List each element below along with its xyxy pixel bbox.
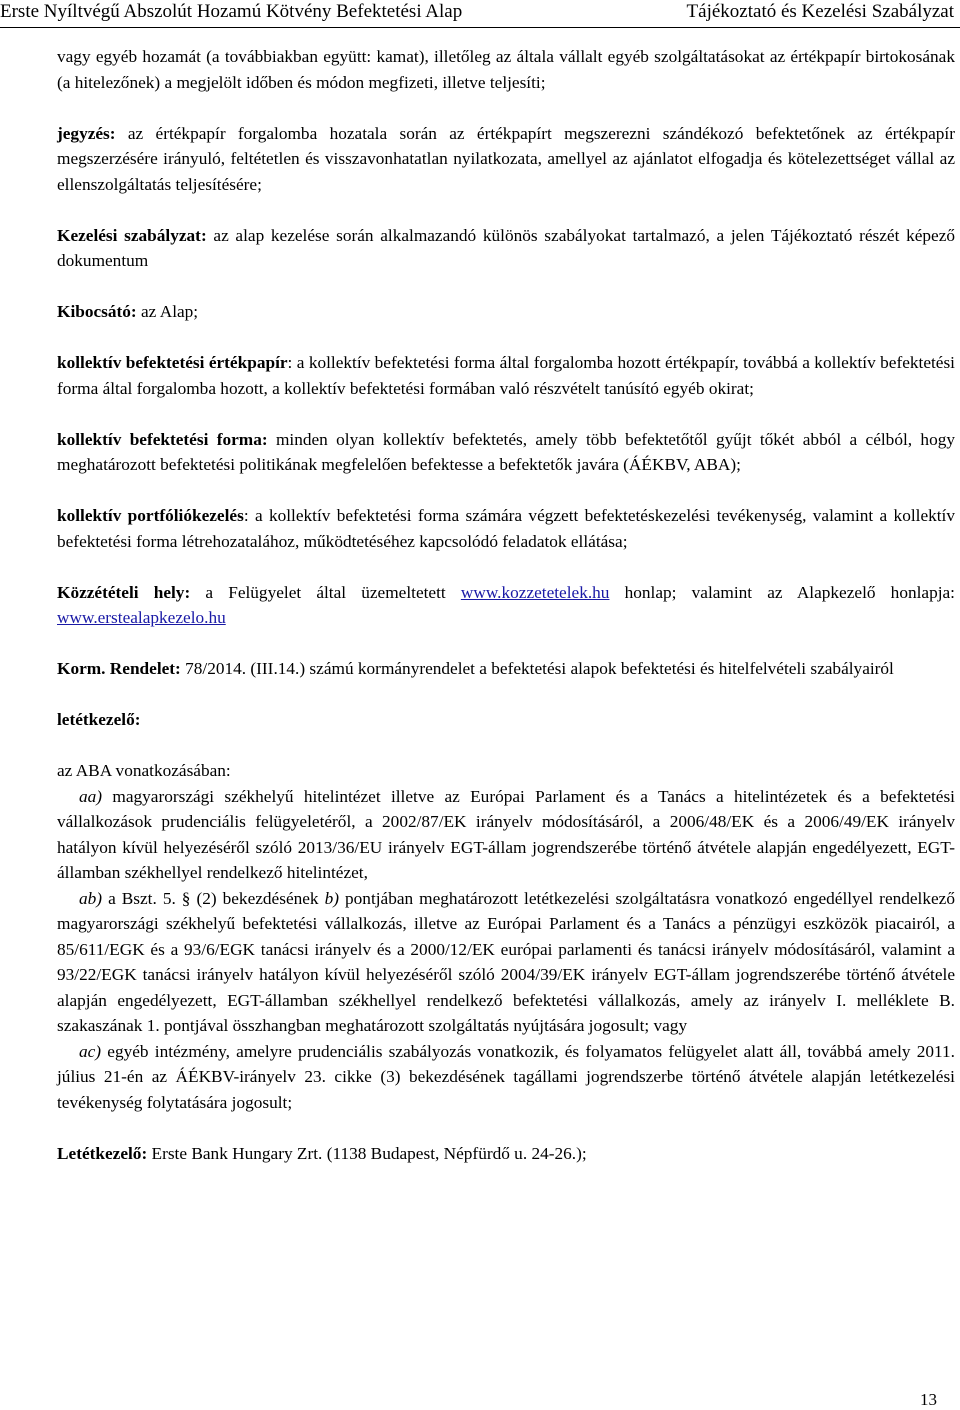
term-letetkezelo: letétkezelő: [57,710,141,729]
term-kezelesi-szabalyzat: Kezelési szabályzat: [57,225,207,245]
header-document-title: Tájékoztató és Kezelési Szabályzat [686,1,954,22]
label-ab: ab) [79,888,103,908]
page-header [0,0,960,28]
label-b: b) [324,888,339,908]
aba-intro: az ABA vonatkozásában: [57,761,231,780]
label-ac: ac) [79,1041,102,1061]
letetkezelo-item-ac: ac) egyéb intézmény, amelyre prudenciális szabályozás vonatkozik, és folyamatos felügyelet alatt áll, továbbá amely 2011. július 21-én az ÁÉKBV-irányelv 23. cikke (3) bekezdésének tagállami jogrendszerbe történő átvétele alapján letétkezelési tevékenység folytatására jogosult; [57,1041,955,1112]
definition-korm-rendelet: Korm. Rendelet: 78/2014. (III.14.) számú kormányrendelet a befektetési alapok befektetési és hitelfelvételi szabályairól [57,659,894,678]
term-jegyzes: jegyzés: [57,123,116,143]
page-number: 13 [920,1390,937,1409]
link-erstealapkezelo[interactable]: www.erstealapkezelo.hu [57,608,226,627]
term-kozzeteteli-hely: Közzétételi hely: [57,582,191,602]
definition-kezelesi-szabalyzat: Kezelési szabályzat: az alap kezelése során alkalmazandó különös szabályokat tartalmazó, a jelen Tájékoztató részét képező dokumentum [57,225,956,270]
definition-kibocsato: Kibocsátó: az Alap; [57,302,199,321]
definition-letetkezelo-entity: Letétkezelő: Erste Bank Hungary Zrt. (1138 Budapest, Népfürdő u. 24-26.); [57,1143,587,1163]
definition-kollektiv-befektetesi-ertekpapir: kollektív befektetési értékpapír: a kollektív befektetési forma által forgalomba hozott értékpapír, továbbá a kollektív befektetési forma által forgalomba hozott, a kollektív befektetési formában való részvételt tanúsító egyéb okirat; [57,353,955,398]
term-korm-rendelet: Korm. Rendelet: [57,659,181,678]
letetkezelo-item-aa: aa) magyarországi székhelyű hitelintézet illetve az Európai Parlament és a Tanács a hitelintézetek és a befektetési vállalkozások prudenciális felügyeletéről, a 2002/87/EK irányelv módosításáról, a 2006/48/EK és a 2006/49/EK irányelv hatályon kívül helyezéséről szóló 2013/36/EU irányelv EGT-állam jogrendszerébe történő átvétele alapján engedélyezett, EGT-államban székhellyel rendelkező hitelintézet, [57,786,955,882]
definition-letetkezelo-heading [57,707,955,733]
term-kibocsato: Kibocsátó: [57,302,137,321]
term-letetkezelo-entity: Letétkezelő: [57,1143,148,1163]
document-body [57,44,955,1166]
header-divider [0,27,960,28]
definition-kozzeteteli-hely: Közzétételi hely: a Felügyelet által üzemeltetett www.kozzetetelek.hu honlap; valamint az Alapkezelő honlapja: www.erstealapkezelo.hu [57,582,955,627]
paragraph-continuation: vagy egyéb hozamát (a továbbiakban együtt: kamat), illetőleg az általa vállalt egyéb szolgáltatásokat az értékpapír birtokosának (a hitelezőnek) a megjelölt időben és módon megfizeti, illetve teljesíti; [57,47,955,92]
term-kollektiv-befektetesi-forma: kollektív befektetési forma: [57,429,268,449]
term-kollektiv-befektetesi-ertekpapir: kollektív befektetési értékpapír [57,353,288,372]
definition-kollektiv-befektetesi-forma: kollektív befektetési forma: minden olyan kollektív befektetés, amely több befektetőtől gyűjt tőkét abból a célból, hogy meghatározott befektetési politikának megfelelően befektesse a befektetők javára (ÁÉKBV, ABA); [57,429,955,474]
definition-kollektiv-portfoliokezeles: kollektív portfóliókezelés: a kollektív befektetési forma számára végzett befektetéskezelési tevékenység, valamint a kollektív befektetési forma létrehozatalához, működtetéséhez kapcsolódó feladatok ellátása; [57,506,955,551]
label-aa: aa) [79,786,103,806]
letetkezelo-item-ab: ab) a Bszt. 5. § (2) bekezdésének b) pontjában meghatározott letétkezelési szolgáltatásra vonatkozó engedéllyel rendelkező magyarországi székhelyű befektetési vállalkozás, illetve az Európai Parlament és a Tanács a pénzügyi eszközök piacairól, a 85/611/EGK és a 93/6/EGK tanácsi irányelv és a 2000/12/EK európai parlamenti és tanácsi irányelv módosításáról, valamint a 93/22/EGK tanácsi irányelv hatályon kívül helyezéséről szóló 2004/39/EK irányelv EGT-állam jogrendszerébe történő átvétele alapján engedélyezett, EGT-államban székhellyel rendelkező befektetési vállalkozás, amely az irányelv I. melléklete B. szakaszának 1. pontjával összhangban meghatározott szolgáltatás nyújtására jogosult; vagy [57,888,955,1035]
header-fund-name: Erste Nyíltvégű Abszolút Hozamú Kötvény Befektetési Alap [0,1,463,22]
link-kozzetetelek[interactable]: www.kozzetetelek.hu [460,582,610,602]
term-kollektiv-portfoliokezeles: kollektív portfóliókezelés [57,506,244,525]
definition-jegyzes: jegyzés: az értékpapír forgalomba hozatala során az értékpapírt megszerezni szándékozó befektetőnek az értékpapír megszerzésére irányuló, feltétetlen és visszavonhatatlan nyilatkozata, amellyel az ajánlatot elfogadja és kötelezettséget vállal az ellenszolgáltatás teljesítésére; [57,123,955,194]
